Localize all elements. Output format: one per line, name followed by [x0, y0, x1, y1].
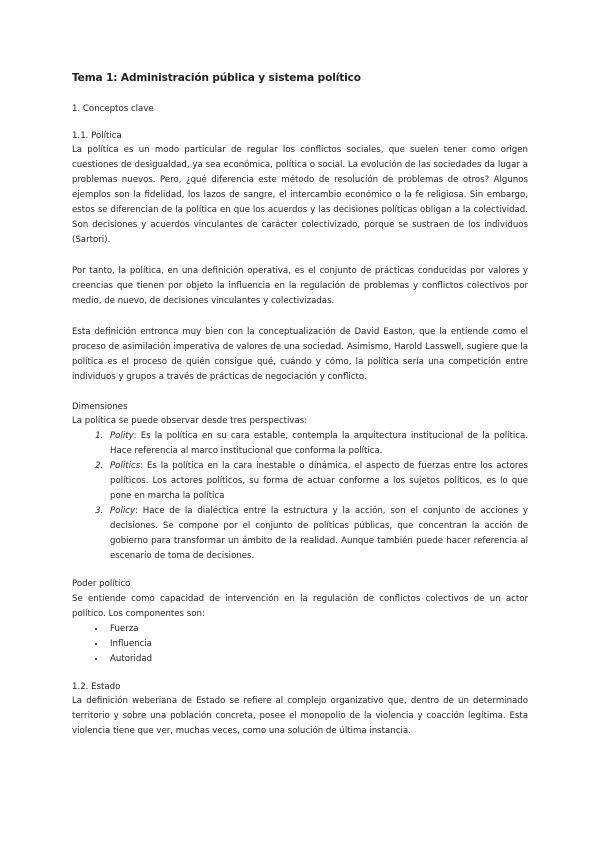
subsection-heading-poder: Poder político	[72, 579, 131, 590]
definition-politics: : Es la política en la cara inestable o dinámica, el aspecto de fuerzas entre los actores políticos. Los actores políticos, su forma de actuar conforme a los sujetos políticos, es lo que pone en marcha la política	[110, 461, 528, 502]
list-item-fuerza: • Fuerza	[106, 622, 528, 637]
subsection-heading-dimensiones: Dimensiones	[72, 402, 128, 413]
paragraph-politica-1: La política es un modo particular de regular los conflictos sociales, que suelen tener como origen cuestiones de desigualdad, ya sea económica, política o social. La evolución de las sociedades da lugar a problemas nuevos. Pero, ¿qué diferencia este método de resolución de problemas de otros? Algunos ejemplos son la fidelidad, los lazos de sangre, el intercambio económico o la fe religiosa. Sin embargo, estos se diferencian de la política en que los acuerdos y las decisiones políticas obligan a la colectividad. Son decisiones y acuerdos vinculantes de carácter colectivizado, porque se sustraen de los individuos (Sartori).	[72, 145, 528, 246]
paragraph-politica-2: Por tanto, la política, en una definición operativa, es el conjunto de prácticas conducidas por valores y creencias que tienen por objeto la influencia en la regulación de problemas y conflictos colectivos por medio, de nuevo, de decisiones vinculantes y colectivizadas.	[72, 266, 528, 307]
dimensiones-list	[72, 429, 528, 564]
paragraph-politica-3: Esta definición entronca muy bien con la conceptualización de David Easton, que la entiende como el proceso de asimilación imperativa de valores de una sociedad. Asimismo, Harold Lasswell, sugiere que la política es el proceso de quién consigue qué, cuándo y cómo, la política sería una competición entre individuos y grupos a través de prácticas de negociación y conflicto.	[72, 327, 528, 383]
term-politics: Politics	[110, 461, 141, 472]
poder-components-list	[72, 622, 528, 667]
paragraph-estado-1: La definición weberiana de Estado se refiere al complejo organizativo que, dentro de un determinado territorio y sobre una población concreta, posee el monopolio de la violencia y coacción legítima. Esta violencia tiene que ver, muchas veces, como una solución de última instancia.	[72, 695, 528, 736]
definition-policy: : Hace de la dialéctica entre la estructura y la acción, son el conjunto de acciones y decisiones. Se compone por el conjunto de políticas públicas, que concentran la acción de gobierno para transformar un ámbito de la realidad. Aunque también puede hacer referencia al escenario de toma de decisiones.	[110, 506, 528, 562]
list-item-autoridad: • Autoridad	[106, 652, 528, 667]
list-item-influencia: • Influencia	[106, 637, 528, 652]
section-heading-conceptos: 1. Conceptos clave	[72, 104, 154, 114]
list-item-policy	[106, 504, 528, 564]
paragraph-dimensiones-intro: La política se puede observar desde tres perspectivas:	[72, 416, 308, 427]
document-title: Tema 1: Administración pública y sistema político	[72, 72, 361, 84]
subsection-heading-estado: 1.2. Estado	[72, 681, 121, 692]
term-policy: Policy	[110, 506, 136, 517]
paragraph-poder-intro: Se entiende como capacidad de intervención en la regulación de conflictos colectivos de un actor político. Los componentes son:	[72, 593, 528, 619]
subsection-heading-politica: 1.1. Política	[72, 131, 122, 141]
definition-polity: : Es la política en su cara estable, contempla la arquitectura institucional de la política. Hace referencia al marco institucional que conforma la política.	[110, 431, 528, 457]
list-item-politics	[106, 459, 528, 504]
term-polity: Polity	[110, 431, 134, 442]
list-item-polity	[106, 429, 528, 459]
